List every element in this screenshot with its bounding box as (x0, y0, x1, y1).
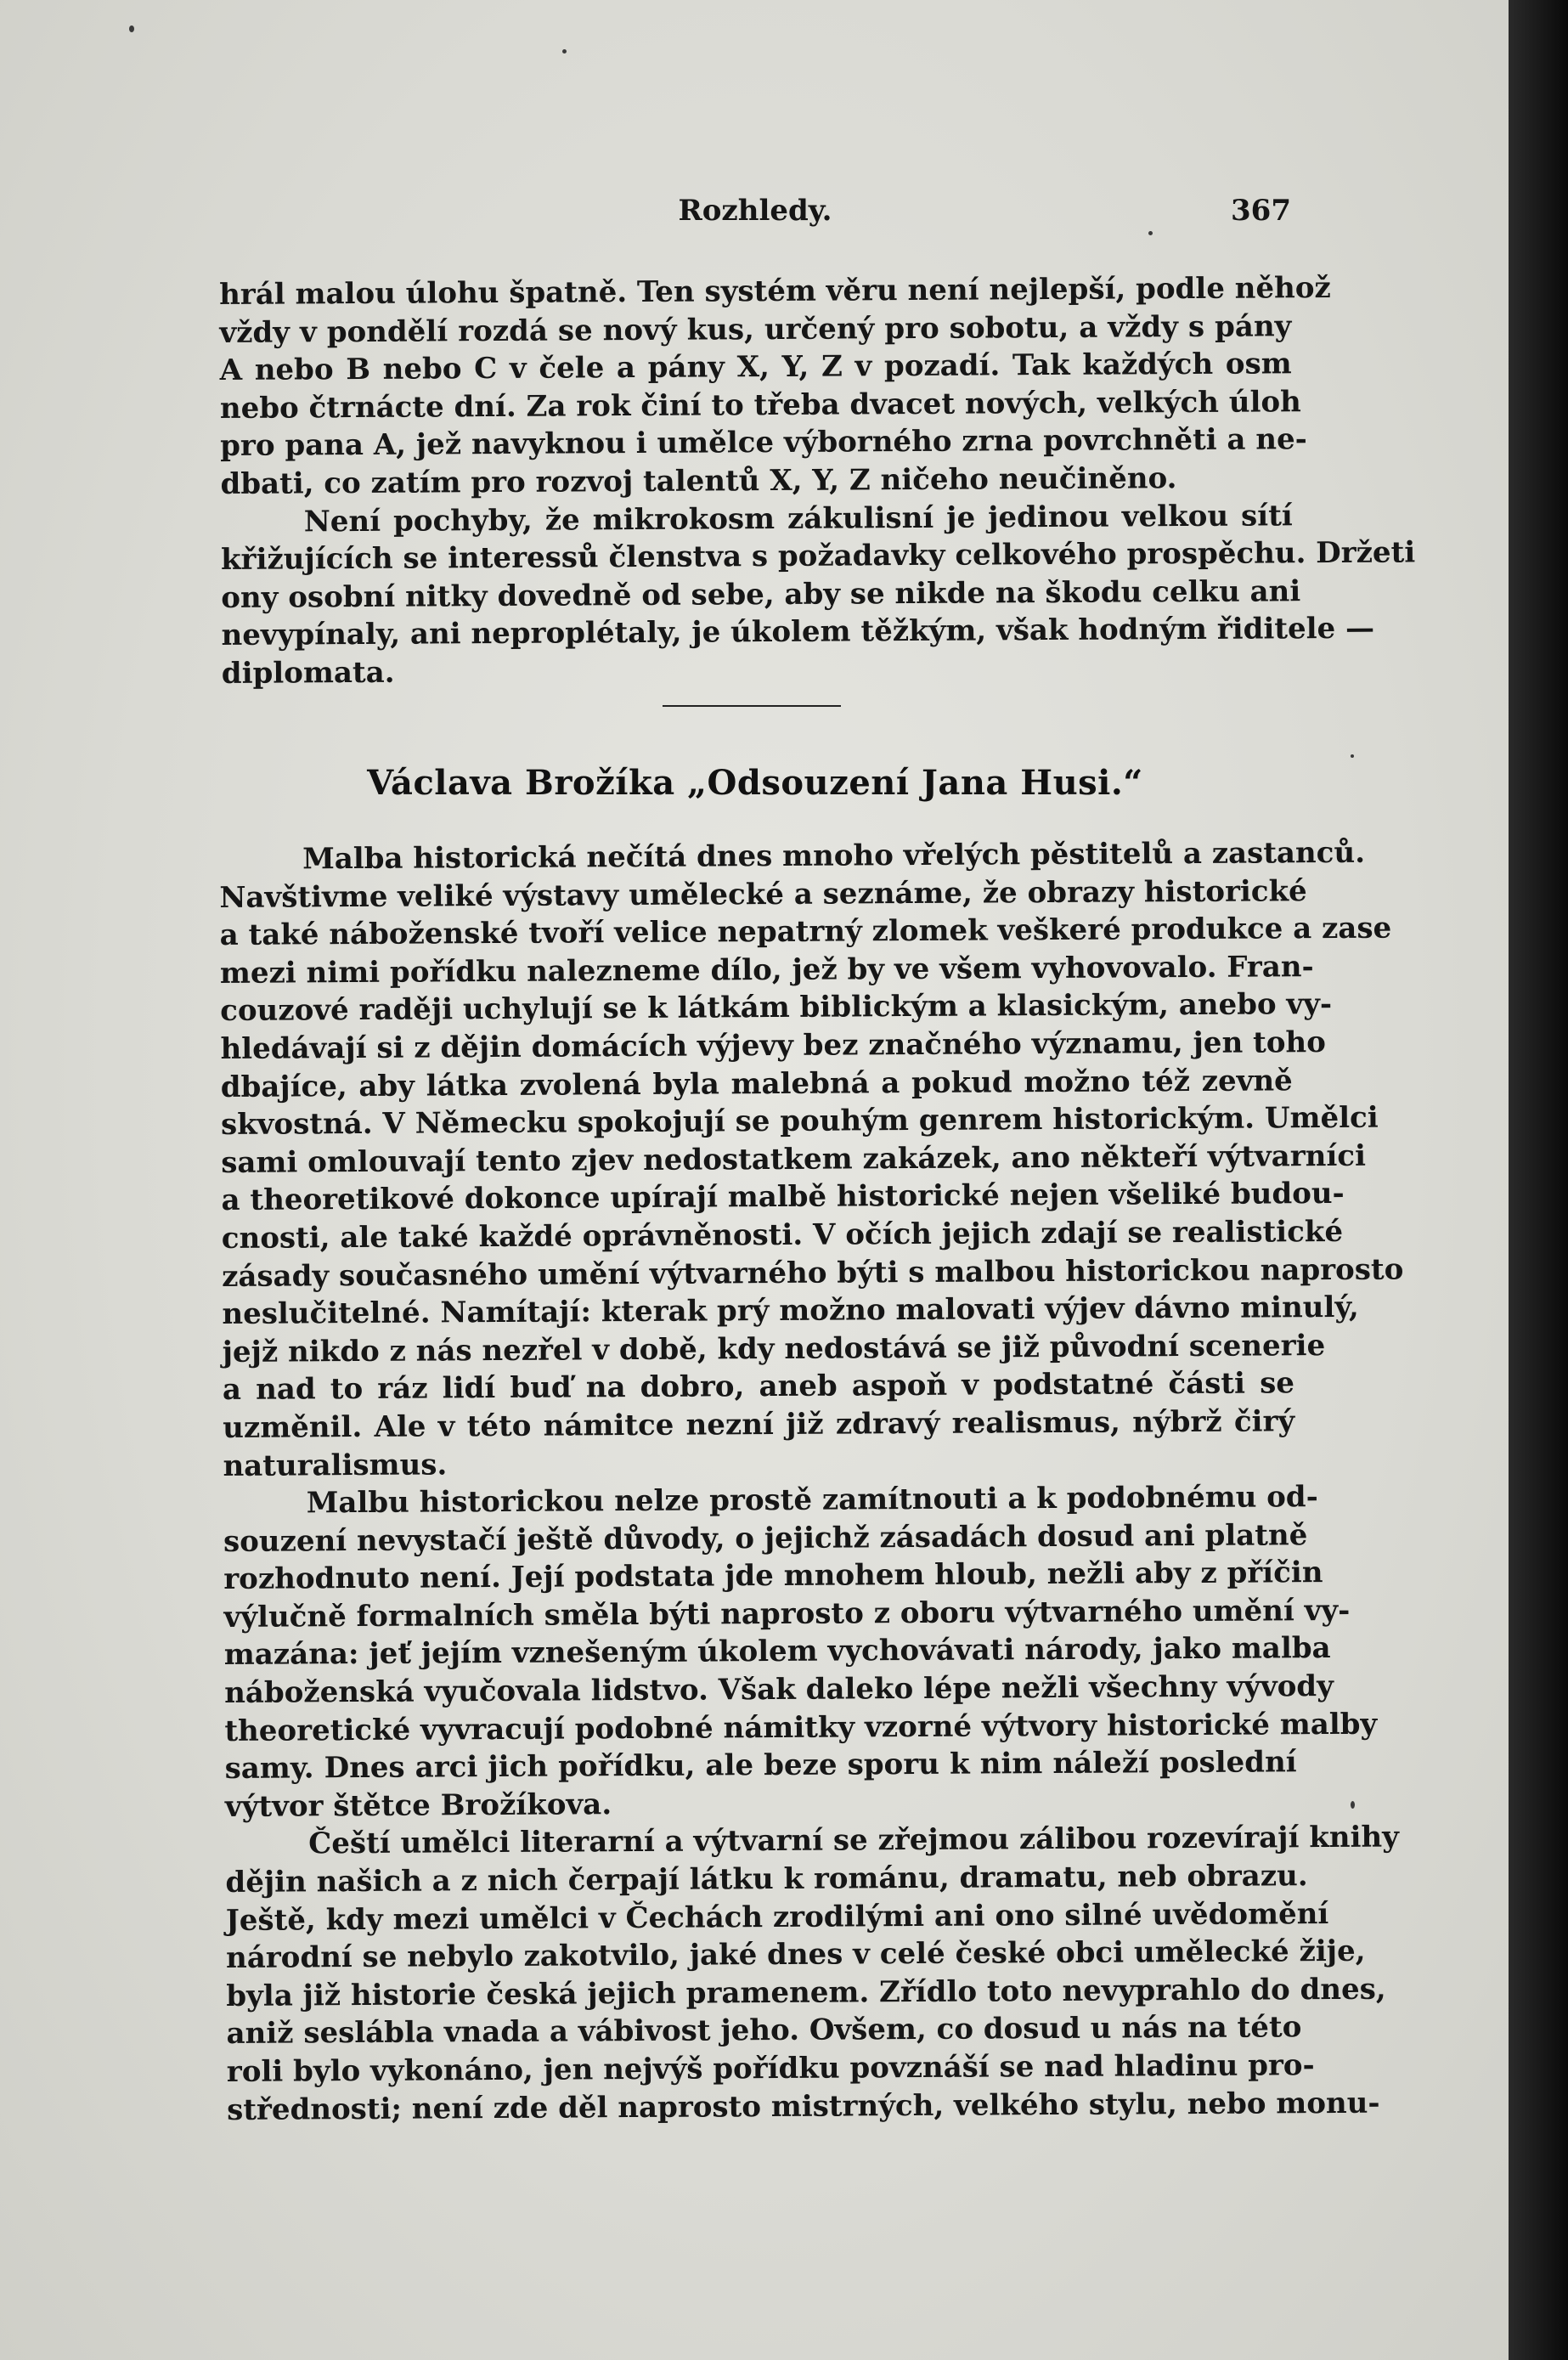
text-line: couzové raději uchylují se k látkám biblickým a klasickým, anebo vy- (220, 987, 1333, 1029)
text-line: křižujících se interessů členstva s požadavky celkového prospěchu. Držeti (220, 535, 1416, 578)
text-line: neslučitelné. Namítají: kterak prý možno malovati výjev dávno minulý, (222, 1290, 1359, 1332)
text-line: roli bylo vykonáno, jen nejvýš pořídku povznáší se nad hladinu pro- (226, 2048, 1315, 2089)
text-line: aniž seslábla vnada a vábivost jeho. Ovšem, co dosud u nás na této (226, 2010, 1302, 2052)
text-line: souzení nevystačí ještě důvody, o jejichž zásadách dosud ani platně (223, 1517, 1308, 1559)
text-line: a nad to ráz lidí buď na dobro, aneb aspoň v podstatné části se (222, 1366, 1295, 1408)
text-line: Malba historická nečítá dnes mnoho vřelých pěstitelů a zastanců. (302, 835, 1366, 877)
text-line: Malbu historickou nelze prostě zamítnouti a k podobnému od- (306, 1480, 1318, 1521)
continued-paragraphs (219, 269, 1416, 692)
text-line: výlučně formalních směla býti naprosto z oboru výtvarného umění vy- (223, 1593, 1351, 1634)
text-line: dbajíce, aby látka zvolená byla malebná a pokud možno též zevně (220, 1063, 1293, 1104)
text-line: Není pochyby, že mikrokosm zákulisní je jedinou velkou sítí (303, 498, 1293, 539)
text-line: jejž nikdo z nás nezřel v době, kdy nedostává se již původní scenerie (222, 1328, 1326, 1369)
page-number: 367 (1231, 194, 1291, 228)
text-line: a theoretikové dokonce upírají malbě historické nejen všeliké budou- (221, 1177, 1345, 1218)
text-line: rozhodnuto není. Její podstata jde mnohem hloub, nežli aby z příčin (223, 1555, 1323, 1597)
text-line: byla již historie česká jejich pramenem. Zřídlo toto nevyprahlo do dnes, (226, 1972, 1386, 2013)
text-line: sami omlouvají tento zjev nedostatkem zakázek, ano někteří výtvarníci (221, 1138, 1367, 1180)
text-line: hledávají si z dějin domácích výjevy bez značného významu, jen toho (220, 1025, 1326, 1066)
text-line: diplomata. (221, 655, 395, 691)
section-divider (663, 705, 841, 707)
text-line: dějin našich a z nich čerpají látku k románu, dramatu, neb obrazu. (225, 1859, 1308, 1900)
text-line: Navštivme veliké výstavy umělecké a seznáme, že obrazy historické (219, 873, 1307, 915)
running-head-title: Rozhledy. (678, 194, 832, 228)
text-line: mezi nimi pořídku nalezneme dílo, jež by ve všem vyhovovalo. Fran- (219, 949, 1314, 991)
text-line: ony osobní nitky dovedně od sebe, aby se nikde na škodu celku ani (221, 573, 1301, 615)
text-line: A nebo B nebo C v čele a pány X, Y, Z v pozadí. Tak každých osm (219, 347, 1292, 388)
text-line: samy. Dnes arci jich pořídku, ale beze sporu k nim náleží poslední (224, 1745, 1297, 1787)
text-line: theoretické vyvracují podobné námitky vzorné výtvory historické malby (224, 1707, 1378, 1748)
text-line: dbati, co zatím pro rozvoj talentů X, Y, Z ničeho neučiněno. (220, 461, 1177, 501)
text-line: hrál malou úlohu špatně. Ten systém věru není nejlepší, podle něhož (219, 271, 1331, 312)
scan-speck (129, 25, 134, 32)
scan-edge-shadow (1509, 0, 1568, 2360)
text-line: zásady současného umění výtvarného býti s malbou historickou naprosto (222, 1252, 1404, 1294)
text-line: Čeští umělci literarní a výtvarní se zřejmou zálibou rozevírají knihy (308, 1820, 1400, 1861)
text-line: výtvor štětce Brožíkova. (224, 1787, 612, 1824)
article-heading: Václava Brožíka „Odsouzení Jana Husi.“ (367, 763, 1143, 803)
text-line: naturalismus. (223, 1447, 448, 1483)
text-line: náboženská vyučovala lidstvo. Však daleko lépe nežli všechny vývody (224, 1669, 1334, 1711)
scan-speck (1351, 754, 1354, 758)
text-line: skvostná. V Německu spokojují se pouhým genrem historickým. Umělci (220, 1100, 1379, 1143)
text-line: střednosti; není zde děl naprosto mistrných, velkého stylu, nebo monu- (227, 2086, 1380, 2127)
article-body (219, 834, 1404, 2129)
text-line: národní se nebylo zakotvilo, jaké dnes v celé české obci umělecké žije, (225, 1934, 1366, 1976)
text-line: Ještě, kdy mezi umělci v Čechách zrodilými ani ono silné uvědomění (225, 1896, 1329, 1938)
text-line: nevypínaly, ani neproplétaly, je úkolem těžkým, však hodným řiditele — (221, 612, 1375, 653)
running-head (219, 194, 1291, 236)
text-line: nebo čtrnácte dní. Za rok činí to třeba dvacet nových, velkých úloh (219, 385, 1301, 426)
scan-speck (1351, 1801, 1355, 1809)
text-line: mazána: jeť jejím vznešeným úkolem vychovávati národy, jako malba (223, 1631, 1331, 1673)
text-line: cnosti, ale také každé oprávněnosti. V očích jejich zdají se realistické (221, 1214, 1344, 1256)
scan-speck (1148, 231, 1153, 235)
text-line: a také náboženské tvoří velice nepatrný zlomek veškeré produkce a zase (219, 911, 1392, 953)
text-line: uzměnil. Ale v této námitce nezní již zdravý realismus, nýbrž čirý (223, 1404, 1295, 1445)
text-line: vždy v pondělí rozdá se nový kus, určený pro sobotu, a vždy s pány (219, 308, 1292, 350)
scan-speck (562, 49, 567, 54)
text-line: pro pana A, jež navyknou i umělce výborného zrna povrchněti a ne- (220, 422, 1307, 464)
